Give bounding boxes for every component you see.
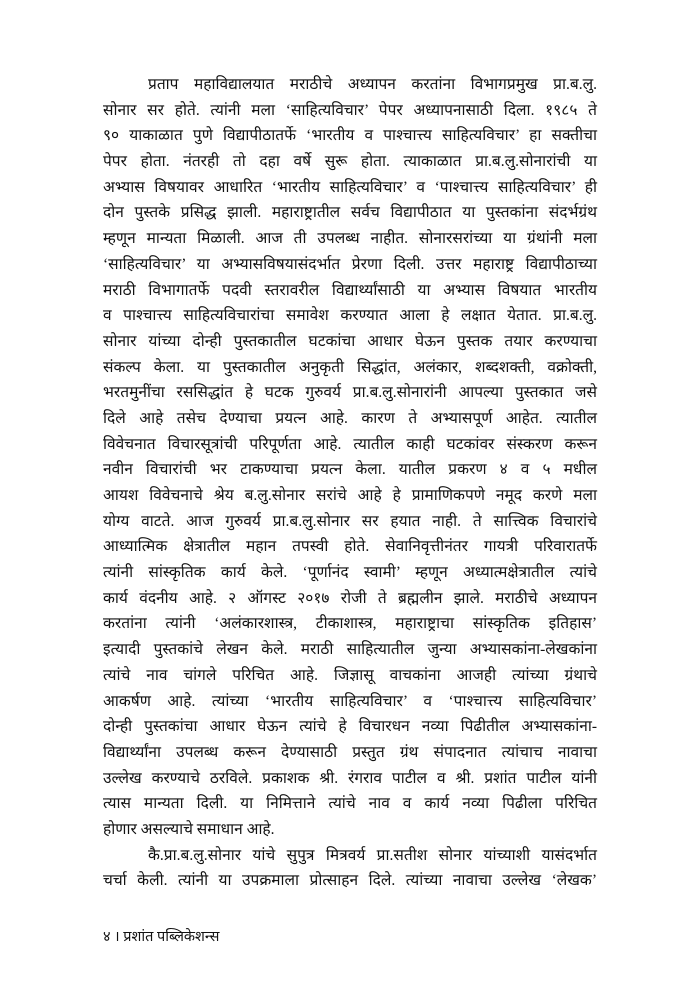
text-line: उल्लेख करण्याचे ठरविले. प्रकाशक श्री. रंगराव पाटील व श्री. प्रशांत पाटील यांनी bbox=[103, 769, 597, 787]
text-line: त्यांचे नाव चांगले परिचित आहे. जिज्ञासू वाचकांना आजही त्यांच्या ग्रंथाचे bbox=[103, 666, 597, 684]
text-line: भरतमुनींचा रससिद्धांत हे घटक गुरुवर्य प्रा.ब.लु.सोनारांनी आपल्या पुस्तकात जसे bbox=[103, 384, 597, 402]
text-line: संकल्प केला. या पुस्तकातील अनुकृती सिद्धांत, अलंकार, शब्दशक्ती, वक्रोक्ती, bbox=[103, 358, 597, 376]
text-line: मराठी विभागातर्फे पदवी स्तरावरील विद्यार्थ्यांसाठी या अभ्यास विषयात भारतीय bbox=[103, 281, 597, 299]
text-line: व पाश्चात्त्य साहित्यविचारांचा समावेश करण्यात आला हे लक्षात येतात. प्रा.ब.लु. bbox=[103, 307, 597, 325]
publisher-name: प्रशांत पब्लिकेशन्स bbox=[123, 929, 220, 945]
text-line: दिले आहे तसेच देण्याचा प्रयत्न आहे. कारण ते अभ्यासपूर्ण आहेत. त्यातील bbox=[103, 409, 597, 427]
text-line: सोनार यांच्या दोन्ही पुस्तकातील घटकांचा आधार घेऊन पुस्तक तयार करण्याचा bbox=[103, 332, 597, 350]
text-line: करतांना त्यांनी ‘अलंकारशास्त्र, टीकाशास्त्र, महाराष्ट्राचा सांस्कृतिक इतिहास’ bbox=[103, 615, 597, 633]
text-line: कै.प्रा.ब.लु.सोनार यांचे सुपुत्र मित्रवर्य प्रा.सतीश सोनार यांच्याशी यासंदर्भात bbox=[148, 846, 597, 864]
text-line: आयश विवेचनाचे श्रेय ब.लु.सोनार सरांचे आहे हे प्रामाणिकपणे नमूद करणे मला bbox=[103, 487, 597, 504]
text-line: योग्य वाटते. आज गुरुवर्य प्रा.ब.लु.सोनार सर हयात नाही. ते सात्त्विक विचारांचे bbox=[103, 512, 597, 530]
page-body bbox=[103, 72, 597, 894]
text-line: दोन्ही पुस्तकांचा आधार घेऊन त्यांचे हे विचारधन नव्या पिढीतील अभ्यासकांना- bbox=[103, 718, 597, 736]
text-line: प्रताप महाविद्यालयात मराठीचे अध्यापन करतांना विभागप्रमुख प्रा.ब.लु. bbox=[148, 76, 597, 93]
text-line: ९० याकाळात पुणे विद्यापीठातर्फे ‘भारतीय व पाश्चात्त्य साहित्यविचार’ हा सक्तीचा bbox=[103, 127, 597, 145]
text-line: आध्यात्मिक क्षेत्रातील महान तपस्वी होते. सेवानिवृत्तीनंतर गायत्री परिवारातर्फे bbox=[103, 538, 597, 556]
text-line: कार्य वंदनीय आहे. २ ऑगस्ट २०१७ रोजी ते ब्रह्मलीन झाले. मराठीचे अध्यापन bbox=[103, 589, 597, 607]
text-line: पेपर होता. नंतरही तो दहा वर्षे सुरू होता. त्याकाळात प्रा.ब.लु.सोनारांची या bbox=[103, 153, 597, 171]
text-line: ‘साहित्यविचार’ या अभ्यासविषयासंदर्भात प्रेरणा दिली. उत्तर महाराष्ट्र विद्यापीठाच्या bbox=[103, 255, 597, 273]
footer-separator: । bbox=[114, 929, 120, 945]
text-line: आकर्षण आहे. त्यांच्या ‘भारतीय साहित्यविचार’ व ‘पाश्चात्त्य साहित्यविचार’ bbox=[103, 692, 597, 710]
text-line: विद्यार्थ्यांना उपलब्ध करून देण्यासाठी प्रस्तुत ग्रंथ संपादनात त्यांचाच नावाचा bbox=[103, 743, 597, 761]
text-line: चर्चा केली. त्यांनी या उपक्रमाला प्रोत्साहन दिले. त्यांच्या नावाचा उल्लेख ‘लेखक’ bbox=[103, 872, 597, 890]
text-line: सोनार सर होते. त्यांनी मला ‘साहित्यविचार’ पेपर अध्यापनासाठी दिला. १९८५ ते bbox=[103, 101, 597, 119]
text-line: त्यांनी सांस्कृतिक कार्य केले. ‘पूर्णानंद स्वामी’ म्हणून अध्यात्मक्षेत्रातील त्यांचे bbox=[103, 564, 597, 582]
text-line: म्हणून मान्यता मिळाली. आज ती उपलब्ध नाहीत. सोनारसरांच्या या ग्रंथांनी मला bbox=[103, 230, 597, 248]
text-line: अभ्यास विषयावर आधारित ‘भारतीय साहित्यविचार’ व ‘पाश्चात्त्य साहित्यविचार’ ही bbox=[103, 178, 597, 196]
page-footer bbox=[103, 926, 219, 948]
text-line: दोन पुस्तके प्रसिद्ध झाली. महाराष्ट्रातील सर्वच विद्यापीठात या पुस्तकांना संदर्भग्रंथ bbox=[103, 204, 597, 222]
text-line: विवेचनात विचारसूत्रांची परिपूर्णता आहे. त्यातील काही घटकांवर संस्करण करून bbox=[103, 435, 597, 453]
text-line: होणार असल्याचे समाधान आहे. bbox=[103, 820, 275, 838]
text-line: इत्यादी पुस्तकांचे लेखन केले. मराठी साहित्यातील जुन्या अभ्यासकांना-लेखकांना bbox=[103, 641, 597, 659]
text-line: त्यास मान्यता दिली. या निमित्ताने त्यांचे नाव व कार्य नव्या पिढीला परिचित bbox=[103, 795, 597, 813]
text-line: नवीन विचारांची भर टाकण्याचा प्रयत्न केला. यातील प्रकरण ४ व ५ मधील bbox=[103, 461, 597, 479]
page-number: ४ bbox=[103, 929, 111, 945]
